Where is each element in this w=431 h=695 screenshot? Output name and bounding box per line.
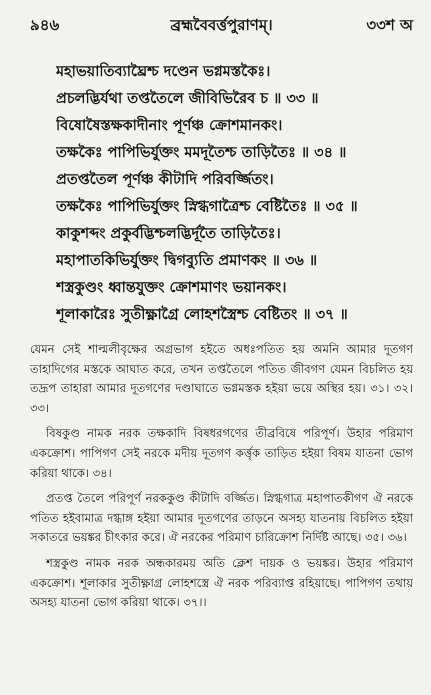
verse-line: বিষোষৈস্তক্ষকাদীনাং পূর্ণঞ্চ ক্রোশমানকং। bbox=[56, 117, 283, 134]
verse-line: প্রচলদ্ভির্যথা তপ্ততৈলে জীবিভিরৈব চ ॥ ৩৩ ॥ bbox=[56, 90, 319, 107]
verse-line: তক্ষকৈঃ পাপিভির্যুক্তং স্নিগ্ধগাত্রৈশ্চ বেষ্টিতৈঃ ॥ ৩৫ ॥ bbox=[56, 198, 358, 215]
verse-line: মহাভয়াতিব্যাঘ্রৈশ্চ দণ্ডেন ভগ্নমস্তকৈঃ। bbox=[56, 63, 271, 80]
commentary-paragraph: শস্ত্রকুণ্ড নামক নরক অন্ধকারময় অতি ক্লেশ দায়ক ও ভয়ঙ্কর। উহার পরিমাণ একক্রোশ। শূলাকার সুতীক্ষ্ণাগ্র লোহশস্ত্রে ঐ নরক পরিব্যাপ্ত রহিয়াছে। পাপিগণ তথায় অসহ্য যাতনা ভোগ করিয়া থাকে। ৩৭।। bbox=[30, 555, 413, 610]
page-header bbox=[30, 14, 413, 38]
chapter-label: ৩৩শ অ bbox=[366, 15, 413, 34]
verse-line: কাকুশব্দং প্রকুর্বদ্ভিশ্চলদ্ভির্দূতৈ তাড়িতৈঃ। bbox=[56, 225, 281, 242]
page-title: ব্রহ্মবৈবর্ত্তপুরাণম্‌। bbox=[170, 15, 273, 34]
bengali-commentary bbox=[30, 340, 413, 619]
verse-line: প্রতপ্ততৈল পূর্ণঞ্চ কীটাদি পরিবর্জ্জিতং। bbox=[56, 171, 274, 188]
sanskrit-verses bbox=[56, 58, 413, 328]
verse-line: তক্ষকৈঃ পাপিভির্যুক্তং মমদূতৈশ্চ তাড়িতৈঃ ॥ ৩৪ ॥ bbox=[56, 144, 347, 161]
page-number: ৯৪৬ bbox=[30, 15, 60, 34]
verse-line: শস্ত্রকুণ্ডং ধ্বান্তযুক্তং ক্রোশমাণং ভয়ানকং। bbox=[56, 279, 287, 296]
verse-line: শূলাকারৈঃ সুতীক্ষ্ণাগ্রৈ লোহশস্ত্রৈশ্চ বেষ্টিতং ॥ ৩৭ ॥ bbox=[56, 306, 348, 323]
commentary-paragraph: প্রতপ্ত তৈলে পরিপূর্ণ নরককুণ্ড কীটাদি বর্জ্জিত। স্নিগ্ধগাত্র মহাপাতকীগণ ঐ নরকে পতিত হইবামাত্র দগ্ধাঙ্গ হইয়া আমার দূতগণের তাড়নে অসহ্য যাতনায় বিচলিত হইয়া সকাতরে ভয়ঙ্কর চীৎকার করে। ঐ নরকের পরিমাণ চারিক্রোশ নির্দিষ্ট আছে। ৩৫। ৩৬। bbox=[30, 491, 413, 545]
verse-line: মহাপাতকিভির্যুক্তং দ্বিগব্যুতি প্রমাণকং ॥ ৩৬ ॥ bbox=[56, 252, 318, 269]
commentary-paragraph: যেমন সেই শাল্মলীবৃক্ষের অগ্রভাগ হইতে অধঃপতিত হয় অমনি আমার দূতগণ তাহাদিগের মস্তকে আঘাত করে, তখন তপ্ততৈলে পতিত জীবগণ যেমন বিচলিত হয় তদ্রূপ তাহারা আমার দূতগণের দণ্ডাঘাতে ভগ্নমস্তক হইয়া ভয়ে অস্থির হয়। ৩১। ৩২। ৩৩। bbox=[30, 342, 413, 415]
commentary-paragraph: বিষকুণ্ড নামক নরক তক্ষকাদি বিষধরগণের তীব্রবিষে পরিপূর্ণ। উহার পরিমাণ একক্রোশ। পাপিগণ সেই নরকে মদীয় দূতগণ কর্ত্তৃক তাড়িত হইয়া বিষম যাতনা ভোগ করিয়া থাকে। ৩৪। bbox=[30, 426, 413, 480]
